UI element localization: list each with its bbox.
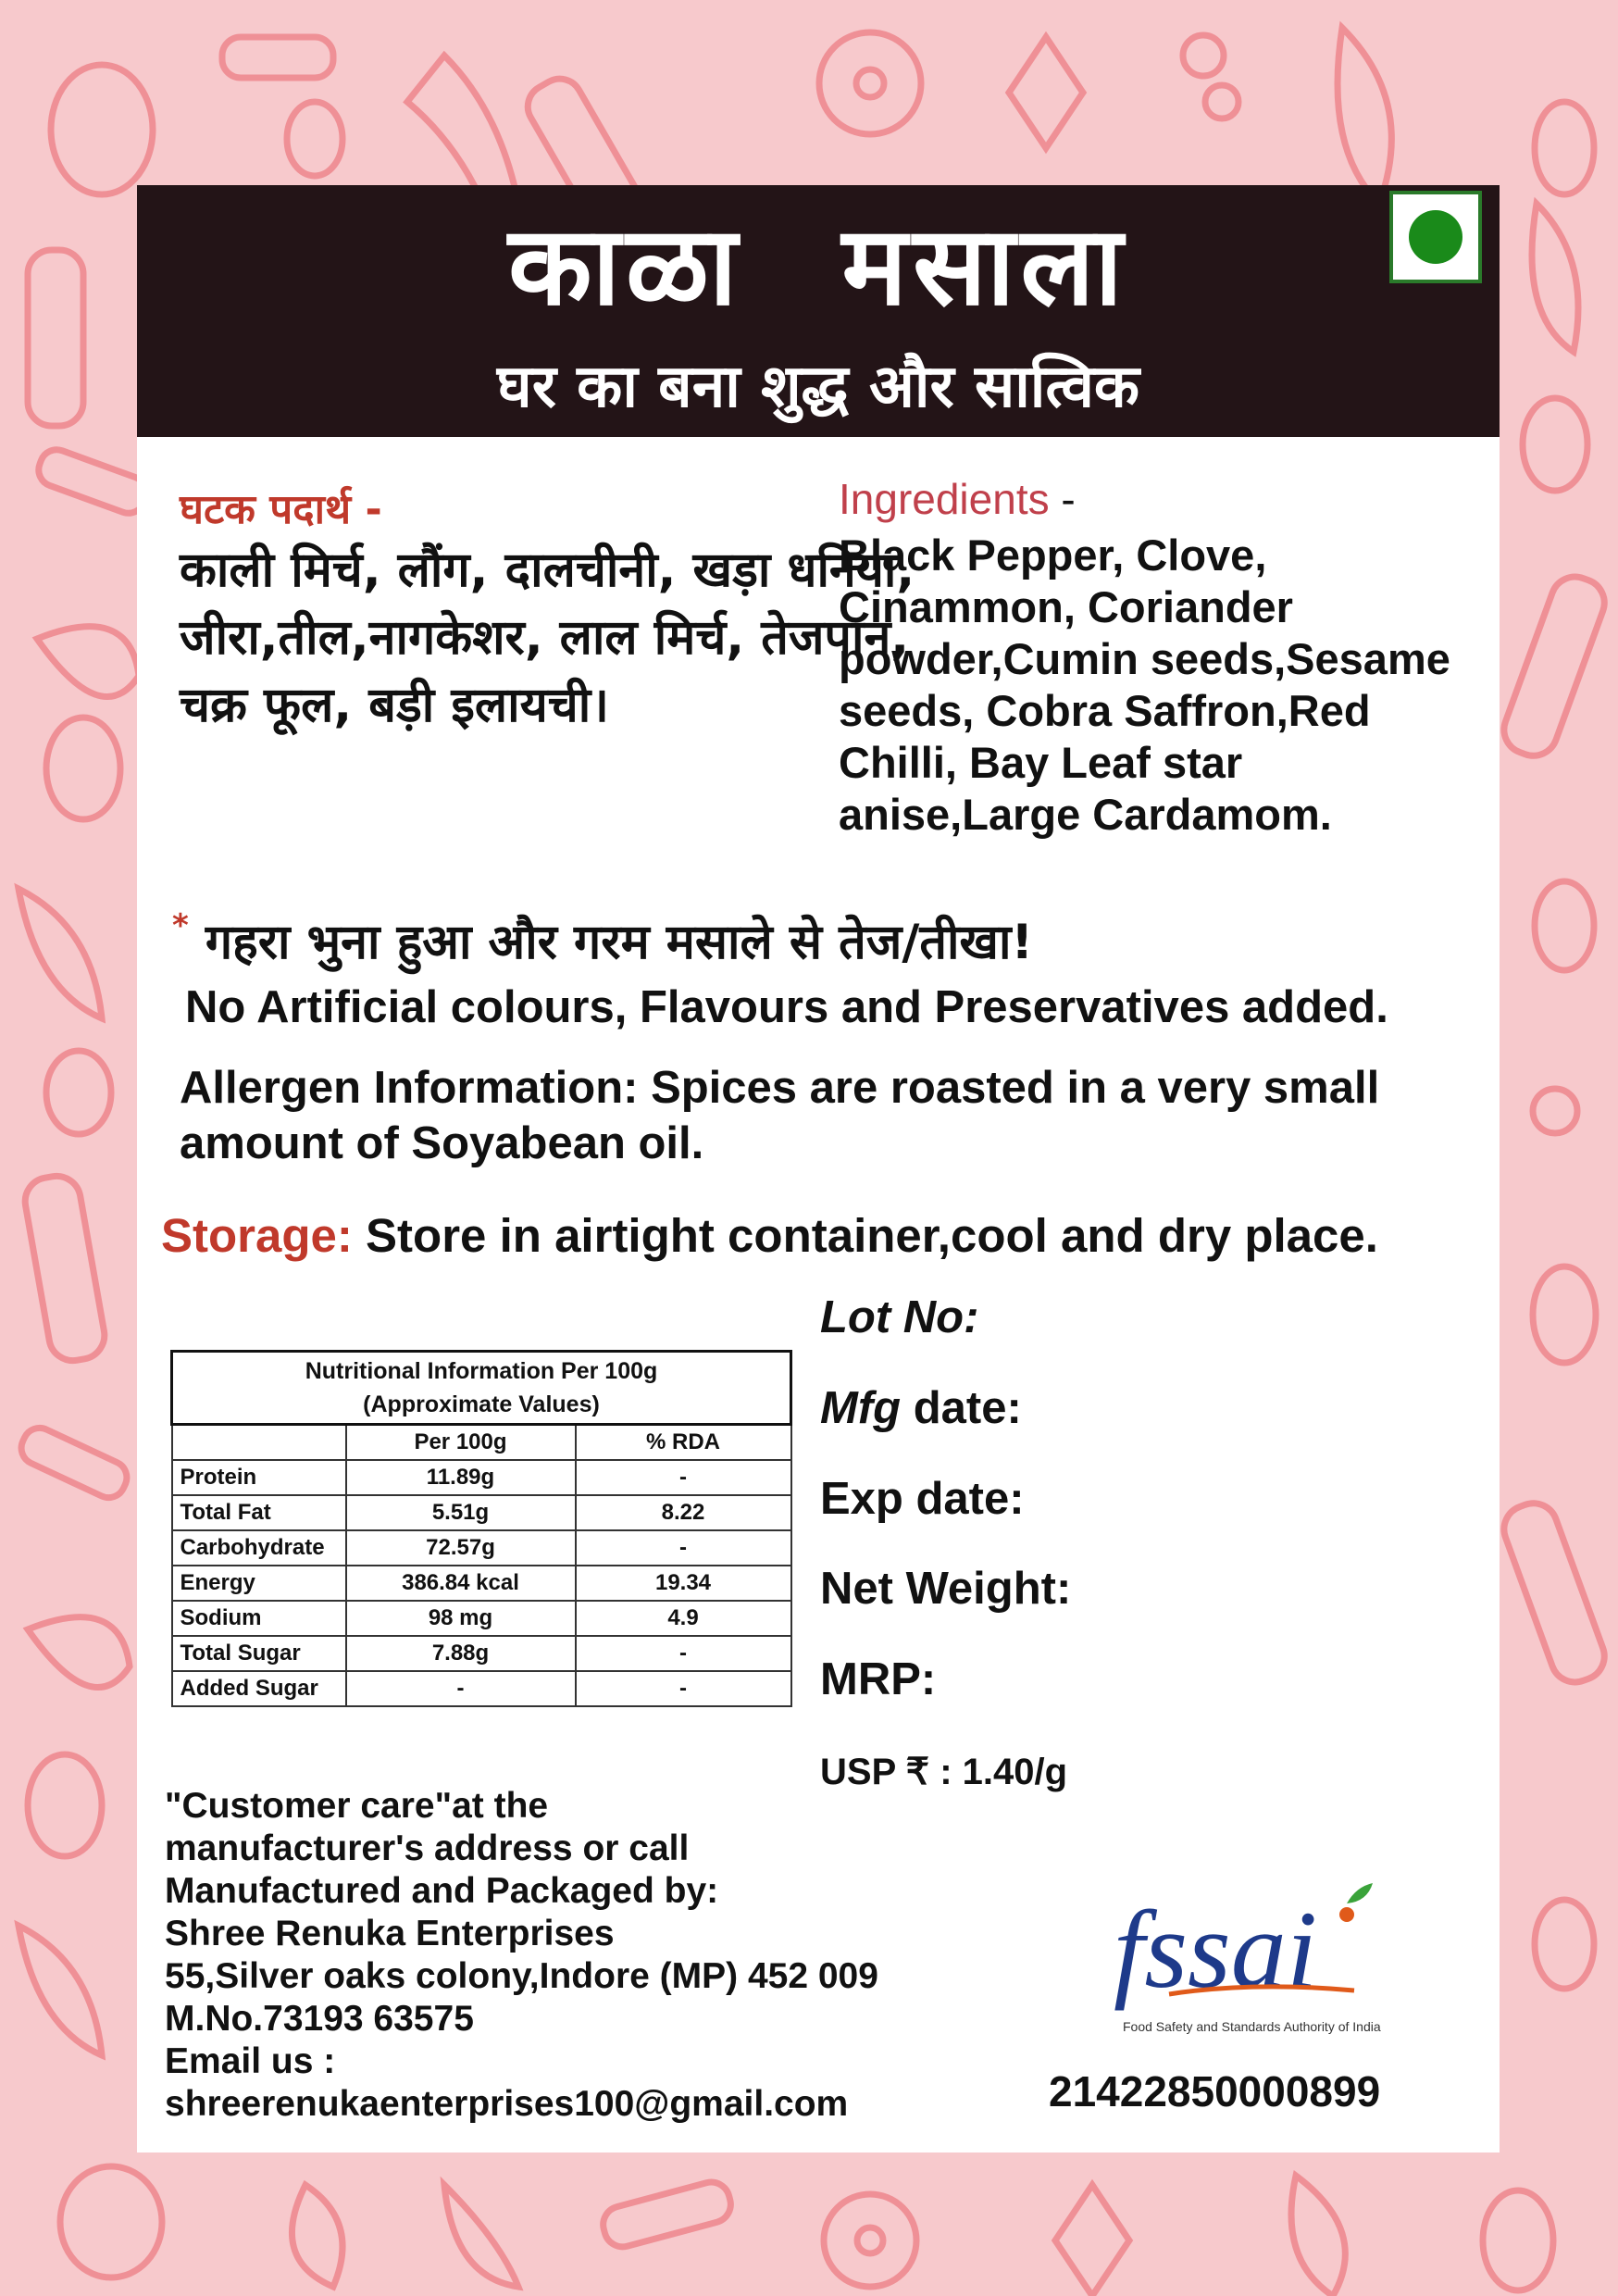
nutrition-title: Nutritional Information Per 100g: [305, 1358, 658, 1384]
hindi-flavour-note: [172, 907, 1033, 973]
hindi-ingredients-text: काली मिर्च, लौंग, दालचीनी, खड़ा धनिया, जीरा,तील,नागकेशर, लाल मिर्च, तेजपान, चक्र फूल, बड़ी इलायची।: [180, 543, 915, 733]
note-asterisk: *: [172, 907, 189, 944]
mobile-number: M.No.73193 63575: [165, 1999, 474, 2039]
per-100g-value: 98 mg: [346, 1601, 576, 1636]
company-name: Shree Renuka Enterprises: [165, 1914, 615, 1953]
hindi-note-text: गहरा भुना हुआ और गरम मसाले से तेज/तीखा!: [205, 915, 1034, 970]
mrp-field: MRP:: [820, 1654, 937, 1704]
fssai-logo-text: fssai: [1114, 1888, 1318, 2011]
mfg-date-field: [820, 1382, 1022, 1434]
nutrition-row: [172, 1530, 791, 1566]
fssai-logo: [1104, 1876, 1400, 2042]
nutrition-table-header: [172, 1352, 791, 1425]
vegetarian-dot-icon: [1409, 210, 1462, 264]
vegetarian-mark-icon: [1389, 191, 1482, 283]
product-subtitle: घर का बना शुद्ध और सात्विक: [496, 353, 1140, 421]
manufactured-by-line: Manufactured and Packaged by:: [165, 1871, 719, 1911]
rda-value: -: [576, 1671, 791, 1706]
mfg-date-label: date:: [901, 1383, 1022, 1433]
usp-field: USP ₹ : 1.40/g: [820, 1752, 1068, 1792]
rda-value: -: [576, 1460, 791, 1495]
nutrition-row: [172, 1671, 791, 1706]
nutrient-name: Total Fat: [172, 1495, 346, 1530]
english-ingredients-heading: [839, 474, 1076, 524]
allergen-information: Allergen Information: Spices are roasted in a very small amount of Soyabean oil.: [180, 1063, 1380, 1168]
label-card: [137, 185, 1500, 2152]
nutrient-name: Sodium: [172, 1601, 346, 1636]
per-100g-value: 386.84 kcal: [346, 1566, 576, 1601]
nutrient-name: Carbohydrate: [172, 1530, 346, 1566]
rda-value: -: [576, 1530, 791, 1566]
net-weight-field: Net Weight:: [820, 1564, 1072, 1614]
nutrition-row: [172, 1495, 791, 1530]
fssai-tagline: Food Safety and Standards Authority of India: [1123, 2019, 1381, 2034]
storage-label: Storage:: [161, 1209, 353, 1262]
rda-value: -: [576, 1636, 791, 1671]
per-100g-value: 11.89g: [346, 1460, 576, 1495]
rda-value: 8.22: [576, 1495, 791, 1530]
nutrition-row: [172, 1460, 791, 1495]
per-100g-value: -: [346, 1671, 576, 1706]
nutrient-name: Energy: [172, 1566, 346, 1601]
nutrition-col-per: Per 100g: [346, 1425, 576, 1461]
fssai-license-number: 21422850000899: [1049, 2067, 1381, 2115]
manufacturer-details: [165, 1785, 905, 2126]
rda-value: 4.9: [576, 1601, 791, 1636]
nutrient-name: Added Sugar: [172, 1671, 346, 1706]
nutrition-table: [170, 1350, 792, 1707]
customer-care-line: "Customer care"at the: [165, 1786, 549, 1826]
nutrition-row: [172, 1601, 791, 1636]
per-100g-value: 72.57g: [346, 1530, 576, 1566]
nutrient-name: Total Sugar: [172, 1636, 346, 1671]
email-address: shreerenukaenterprises100@gmail.com: [165, 2084, 849, 2124]
english-ingredients-label: Ingredients: [839, 475, 1050, 523]
company-address: 55,Silver oaks colony,Indore (MP) 452 009: [165, 1956, 878, 1996]
nutrient-name: Protein: [172, 1460, 346, 1495]
english-ingredients-text: Black Pepper, Clove, Cinammon, Coriander powder,Cumin seeds,Sesame seeds, Cobra Saffron,Red Chilli, Bay Leaf star anise,Large Cardamom.: [839, 530, 1450, 839]
nutrition-col-name: [172, 1425, 346, 1461]
nutrition-subtitle: (Approximate Values): [363, 1391, 600, 1417]
product-title: काळा मसाला: [508, 202, 1128, 330]
title-banner: [137, 185, 1500, 437]
nutrition-row: [172, 1566, 791, 1601]
english-ingredients-dash: -: [1049, 475, 1076, 523]
hindi-ingredients-label: घटक पदार्थ -: [180, 486, 382, 533]
customer-care-line-2: manufacturer's address or call: [165, 1828, 690, 1868]
email-label: Email us :: [165, 2041, 336, 2081]
per-100g-value: 5.51g: [346, 1495, 576, 1530]
per-100g-value: 7.88g: [346, 1636, 576, 1671]
nutrition-col-rda: % RDA: [576, 1425, 791, 1461]
lot-number-field: Lot No:: [820, 1292, 979, 1342]
rda-value: 19.34: [576, 1566, 791, 1601]
nutrition-row: [172, 1636, 791, 1671]
exp-date-field: Exp date:: [820, 1474, 1025, 1524]
no-artificial-statement: No Artificial colours, Flavours and Preservatives added.: [185, 982, 1388, 1032]
mfg-label: Mfg: [820, 1383, 902, 1433]
storage-text: Store in airtight container,cool and dry place.: [352, 1209, 1378, 1262]
storage-instructions: [161, 1208, 1378, 1263]
